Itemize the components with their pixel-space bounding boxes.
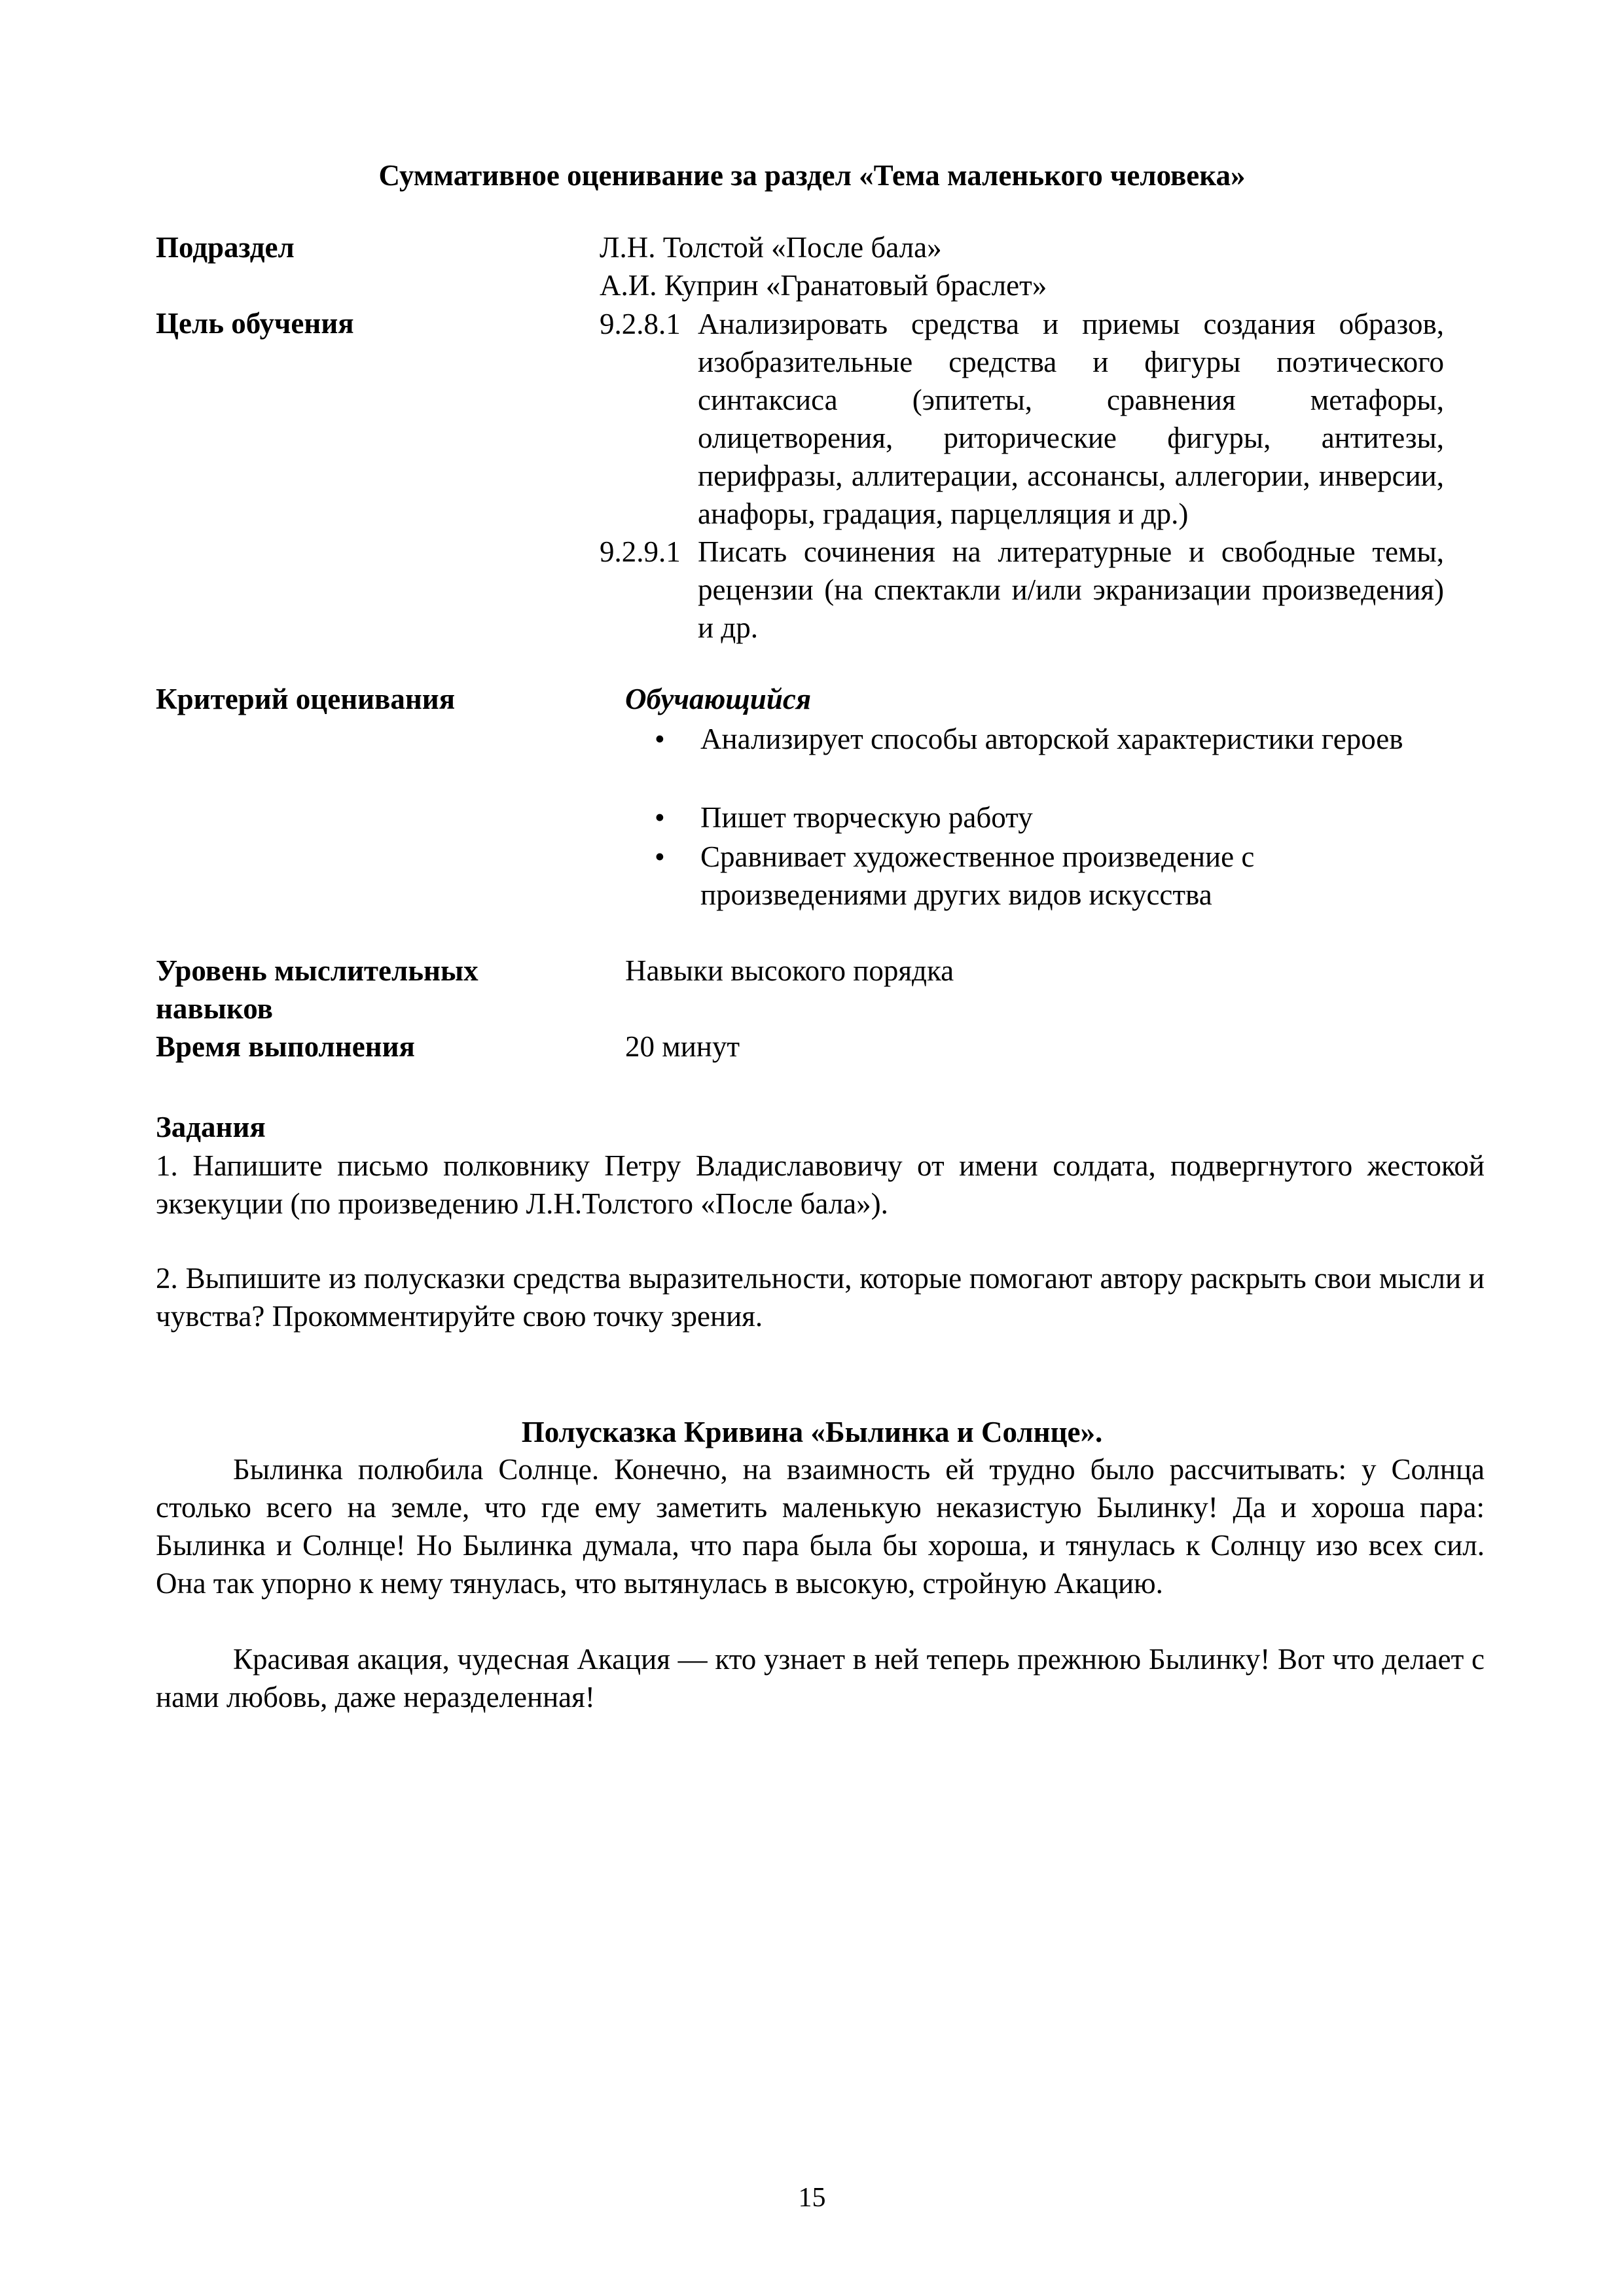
thinking-level-label-line2: навыков [156,992,273,1025]
subsection-label: Подраздел [156,231,295,264]
thinking-level-label-line1: Уровень мыслительных [156,954,478,987]
time-label: Время выполнения [156,1030,415,1063]
criteria-heading: Обучающийся [625,683,811,715]
learning-goal-label: Цель обучения [156,307,354,340]
criteria-label: Критерий оценивания [156,683,456,715]
subsection-value-2: А.И. Куприн «Гранатовый браслет» [600,269,1047,302]
goal-text-2 [698,533,1444,647]
goal-text-1 [698,305,1444,533]
page-number: 15 [798,2183,826,2213]
tale-title: Полусказка Кривина «Былинка и Солнце». [521,1416,1103,1448]
goal-text-2-content: Писать сочинения на литературные и свободные темы, рецензии (на спектакли и/или экранизации произведения) и др. [698,535,1444,644]
tale-paragraph-2: Красивая акация, чудесная Акация — кто узнает в ней теперь прежнюю Былинку! Вот что делает с нами любовь, даже неразделенная! [156,1643,1485,1713]
goal-code-1: 9.2.8.1 [600,308,681,340]
thinking-level-value: Навыки высокого порядка [625,954,954,987]
page-title: Суммативное оценивание за раздел «Тема маленького человека» [378,159,1246,192]
task-2: 2. Выпишите из полусказки средства выразительности, которые помогают автору раскрыть свои мысли и чувства? Прокомментируйте свою точку зрения. [156,1262,1485,1333]
bullet-icon: • [655,723,665,755]
time-value: 20 минут [625,1030,740,1063]
criteria-bullet-1 [655,720,1407,758]
bullet-icon: • [655,840,665,873]
criteria-bullet-text: Анализирует способы авторской характеристики героев [700,723,1403,755]
criteria-bullet-text: Пишет творческую работу [700,801,1033,834]
task-1: 1. Напишите письмо полковнику Петру Владиславовичу от имени солдата, подвергнутого жестокой экзекуции (по произведению Л.Н.Толстого «После бала»). [156,1149,1485,1220]
tale-paragraph-1: Былинка полюбила Солнце. Конечно, на взаимность ей трудно было рассчитывать: у Солнца столько всего на земле, что где ему заметить маленькую неказистую Былинку! Да и хороша пара: Былинка и Солнце! Но Былинка думала, что пара была бы хороша, и тянулась к Солнцу изо всех сил. Она так упорно к нему тянулась, что вытянулась в высокую, стройную Акацию. [156,1453,1485,1600]
criteria-bullet-2 [655,798,1407,836]
goal-text-1-content: Анализировать средства и приемы создания образов, изобразительные средства и фигуры поэтического синтаксиса (эпитеты, сравнения метафоры, олицетворения, риторические фигуры, антитезы, перифразы, аллитерации, ассонансы, аллегории, инверсии, анафоры, градация, парцелляция и др.) [698,308,1444,530]
goal-code-2: 9.2.9.1 [600,535,681,568]
criteria-bullet-3 [655,838,1407,914]
criteria-bullet-text: Сравнивает художественное произведение с произведениями других видов искусства [700,840,1255,911]
bullet-icon: • [655,801,665,834]
subsection-value-1: Л.Н. Толстой «После бала» [600,231,942,264]
tasks-heading: Задания [156,1111,266,1143]
